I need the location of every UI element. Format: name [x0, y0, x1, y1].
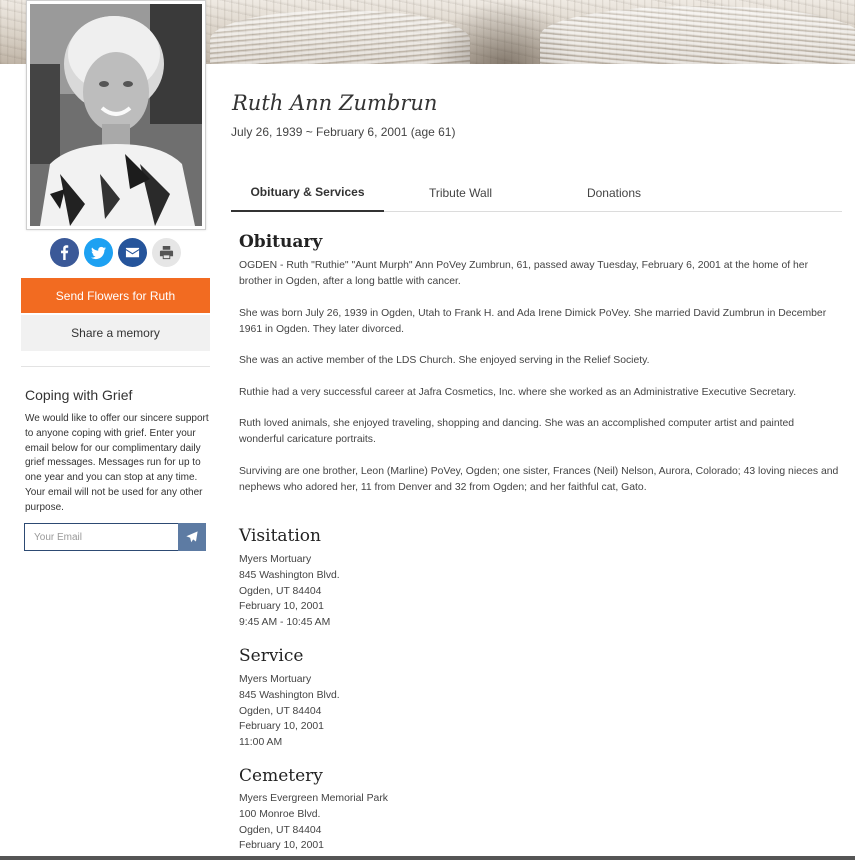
obituary-paragraph: She was an active member of the LDS Church. She enjoyed serving in the Relief Society.	[239, 355, 650, 366]
visitation-line: 845 Washington Blvd.	[239, 569, 340, 581]
email-input[interactable]	[24, 523, 178, 551]
service-heading: Service	[239, 646, 304, 666]
print-icon[interactable]	[152, 238, 181, 267]
tab-tribute-wall[interactable]: Tribute Wall	[428, 185, 493, 200]
cemetery-details	[239, 791, 388, 854]
paper-plane-icon	[186, 531, 198, 543]
cemetery-line: February 10, 2001	[239, 840, 324, 852]
portrait-image	[30, 4, 202, 226]
service-line: Ogden, UT 84404	[239, 705, 322, 717]
service-line: February 10, 2001	[239, 721, 324, 733]
twitter-icon[interactable]	[84, 238, 113, 267]
bottom-border	[0, 856, 855, 860]
send-email-button[interactable]	[178, 523, 206, 551]
visitation-line: February 10, 2001	[239, 601, 324, 613]
service-details	[239, 672, 340, 751]
service-line: 845 Washington Blvd.	[239, 689, 340, 701]
obituary-paragraph: Ruthie had a very successful career at Jafra Cosmetics, Inc. where she worked as an Administrative Executive Secretary.	[239, 387, 797, 398]
obituary-heading: Obituary	[239, 232, 323, 252]
portrait-photo	[26, 0, 206, 230]
deceased-name: Ruth Ann Zumbrun	[232, 91, 438, 115]
obituary-paragraph: Surviving are one brother, Leon (Marline) PoVey, Ogden; one sister, Frances (Neil) Nelson, Aurora, Colorado; 43 loving nieces and nephews who adored her, 11 from Denver and 32 from Ogden; and her faithful cat, Gato.	[239, 466, 839, 493]
sidebar-divider	[21, 366, 210, 367]
cemetery-line: 100 Monroe Blvd.	[239, 808, 321, 820]
tab-obituary-services[interactable]: Obituary & Services	[231, 179, 384, 212]
service-line: 11:00 AM	[239, 737, 283, 749]
share-icons	[50, 238, 181, 267]
tab-donations[interactable]: Donations	[586, 185, 642, 200]
tab-bar	[231, 179, 842, 212]
share-memory-button[interactable]: Share a memory	[21, 315, 210, 351]
cemetery-line: Ogden, UT 84404	[239, 824, 322, 836]
visitation-details	[239, 552, 340, 631]
service-line: Myers Mortuary	[239, 674, 312, 685]
visitation-line: Ogden, UT 84404	[239, 585, 322, 597]
visitation-heading: Visitation	[239, 526, 321, 546]
grief-title: Coping with Grief	[25, 387, 133, 403]
grief-text: We would like to offer our sincere support to anyone coping with grief. Enter your email below for our complimentary daily grief messages. Messages run for up to one year and you can stop at any time. Your email will not be used for any other purpose.	[25, 413, 209, 513]
cemetery-heading: Cemetery	[239, 766, 323, 786]
cemetery-line: Myers Evergreen Memorial Park	[239, 793, 388, 804]
obituary-paragraph: She was born July 26, 1939 in Ogden, Utah to Frank H. and Ada Irene Dimick PoVey. She married David Zumbrun in December 1961 in Ogden. They later divorced.	[239, 308, 827, 335]
visitation-line: Myers Mortuary	[239, 554, 312, 565]
facebook-icon[interactable]	[50, 238, 79, 267]
grief-email-form	[24, 523, 206, 551]
book-page-right	[540, 6, 855, 64]
email-icon[interactable]	[118, 238, 147, 267]
life-dates: July 26, 1939 ~ February 6, 2001 (age 61)	[231, 125, 456, 139]
obituary-paragraph: Ruth loved animals, she enjoyed traveling, shopping and dancing. She was an accomplished computer artist and painted wonderful caricature portraits.	[239, 418, 795, 445]
send-flowers-button[interactable]: Send Flowers for Ruth	[21, 278, 210, 313]
obituary-paragraph: OGDEN - Ruth "Ruthie" "Aunt Murph" Ann PoVey Zumbrun, 61, passed away Tuesday, February 6, 2001 at the home of her brother in Ogden, after a long battle with cancer.	[239, 260, 809, 287]
visitation-line: 9:45 AM - 10:45 AM	[239, 617, 331, 629]
